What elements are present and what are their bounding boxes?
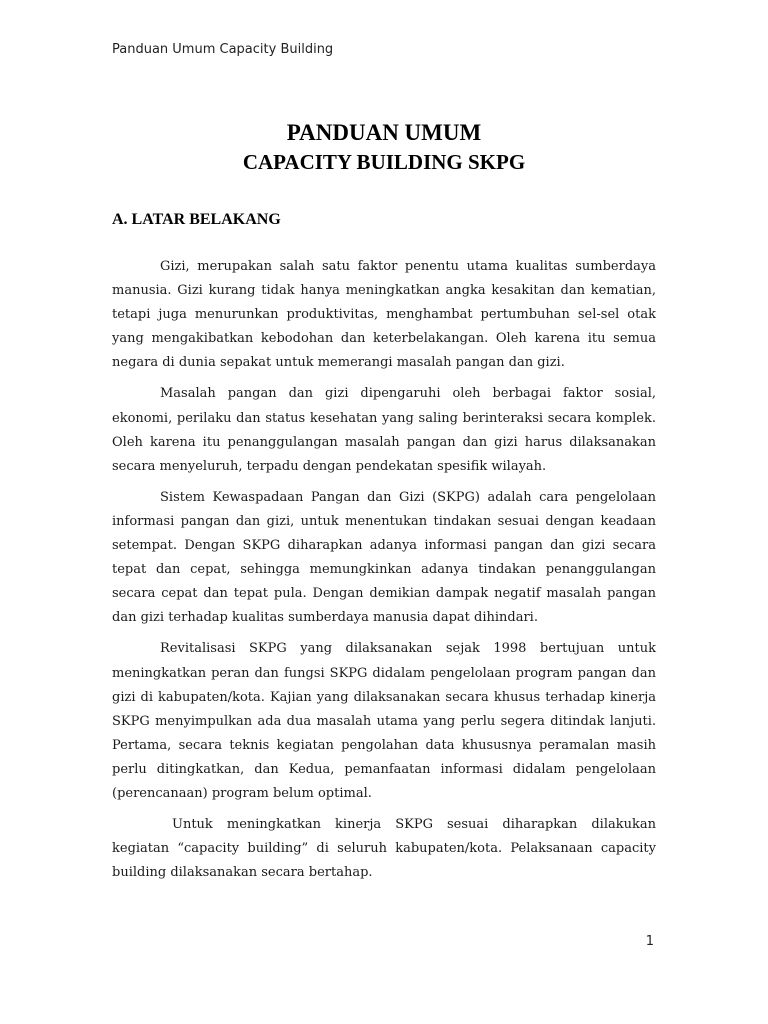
document-subtitle: CAPACITY BUILDING SKPG: [242, 150, 526, 174]
paragraph-5: Untuk meningkatkan kinerja SKPG sesuai diharapkan dilakukan kegiatan “capacity building” di seluruh kabupaten/kota. Pelaksanaan capacity building dilaksanakan secara bertahap.: [112, 817, 656, 881]
running-header: Panduan Umum Capacity Building: [112, 42, 334, 57]
paragraph-2: Masalah pangan dan gizi dipengaruhi oleh berbagai faktor sosial, ekonomi, perilaku dan status kesehatan yang saling berinteraksi secara komplek. Oleh karena itu penanggulangan masalah pangan dan gizi harus dilaksanakan secara menyeluruh, terpadu dengan pendekatan spesifik wilayah.: [112, 386, 656, 474]
paragraph-1: Gizi, merupakan salah satu faktor penentu utama kualitas sumberdaya manusia. Gizi kurang tidak hanya meningkatkan angka kesakitan dan kematian, tetapi juga menurunkan produktivitas, menghambat pertumbuhan sel-sel otak yang mengakibatkan kebodohan dan keterbelakangan. Oleh karena itu semua negara di dunia sepakat untuk memerangi masalah pangan dan gizi.: [112, 259, 656, 371]
paragraph-4: Revitalisasi SKPG yang dilaksanakan sejak 1998 bertujuan untuk meningkatkan peran dan fungsi SKPG didalam pengelolaan program pangan dan gizi di kabupaten/kota. Kajian yang dilaksanakan secara khusus terhadap kinerja SKPG menyimpulkan ada dua masalah utama yang perlu segera ditindak lanjuti. Pertama, secara teknis kegiatan pengolahan data khususnya peramalan masih perlu ditingkatkan, dan Kedua, pemanfaatan informasi didalam pengelolaan (perencanaan) program belum optimal.: [112, 641, 656, 801]
section-body: [112, 255, 656, 892]
section-heading: A. LATAR BELAKANG: [112, 211, 281, 228]
paragraph-3: Sistem Kewaspadaan Pangan dan Gizi (SKPG) adalah cara pengelolaan informasi pangan dan gizi, untuk menentukan tindakan sesuai dengan keadaan setempat. Dengan SKPG diharapkan adanya informasi pangan dan gizi secara tepat dan cepat, sehingga memungkinkan adanya tindakan penanggulangan secara cepat dan tepat pula. Dengan demikian dampak negatif masalah pangan dan gizi terhadap kualitas sumberdaya manusia dapat dihindari.: [112, 489, 656, 626]
page-number: 1: [645, 934, 654, 949]
document-title: PANDUAN UMUM: [286, 120, 482, 145]
